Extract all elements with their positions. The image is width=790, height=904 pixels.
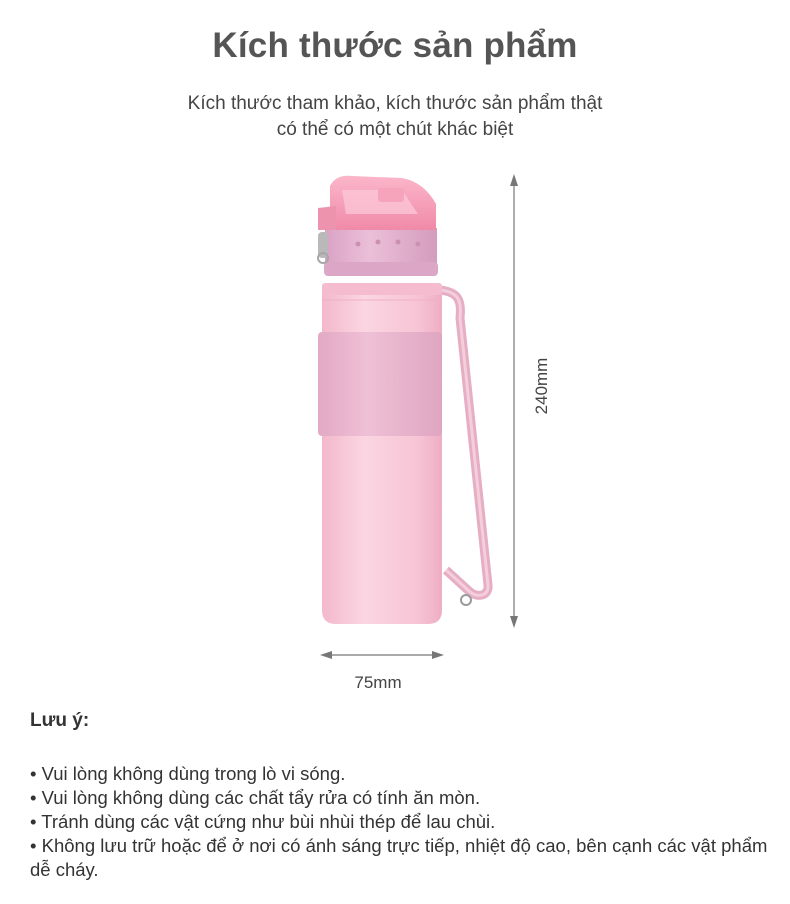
bottle-cap	[318, 228, 438, 276]
notes-title: Lưu ý:	[30, 710, 90, 731]
list-item: • Vui lòng không dùng trong lò vi sóng.	[30, 763, 346, 784]
bottle-lid	[318, 176, 436, 230]
notes-list	[30, 762, 770, 882]
width-dimension-line	[320, 651, 444, 659]
list-item: • Tránh dùng các vật cứng như bùi nhùi thép để lau chùi.	[30, 811, 496, 832]
height-dimension-line	[510, 174, 518, 628]
subtitle-line-2: có thể có một chút khác biệt	[276, 119, 514, 140]
subtitle-line-1: Kích thước tham khảo, kích thước sản phẩm thật	[187, 93, 603, 114]
bottle-strap	[440, 290, 488, 605]
list-item: • Không lưu trữ hoặc để ở nơi có ánh sáng trực tiếp, nhiệt độ cao, bên cạnh các vật phẩm dễ cháy.	[30, 835, 768, 880]
width-label: 75mm	[354, 673, 402, 692]
page-title: Kích thước sản phẩm	[212, 26, 578, 65]
list-item: • Vui lòng không dùng các chất tẩy rửa có tính ăn mòn.	[30, 787, 481, 808]
height-label: 240mm	[532, 357, 551, 415]
bottle-grip-band	[318, 332, 442, 436]
